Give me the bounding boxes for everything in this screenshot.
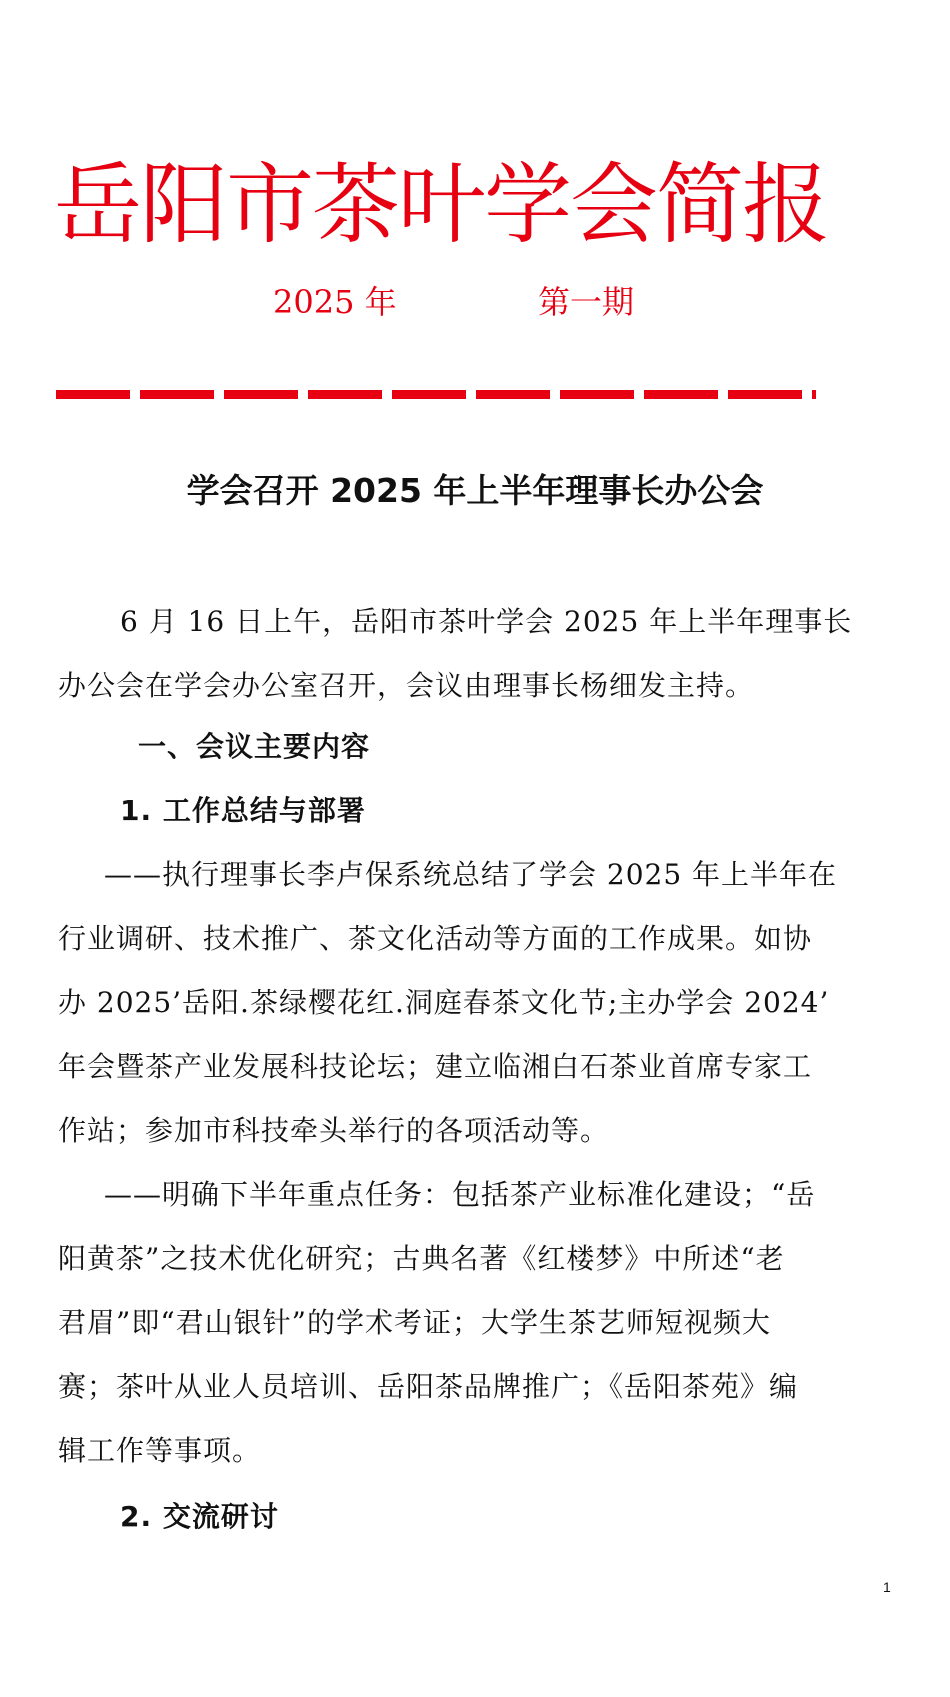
issue-line	[0, 280, 950, 324]
paragraph-line: ——明确下半年重点任务：包括茶产业标准化建设；“岳	[104, 1178, 816, 1211]
paragraph-line: 作站；参加市科技牵头举行的各项活动等。	[58, 1114, 610, 1147]
intro-line-1: 6 月 16 日上午，岳阳市茶叶学会 2025 年上半年理事长	[120, 605, 853, 638]
paragraph-line: 赛；茶叶从业人员培训、岳阳茶品牌推广；《岳阳茶苑》编	[58, 1370, 799, 1403]
item-heading-1: 1. 工作总结与部署	[120, 794, 366, 827]
masthead-title: 岳阳市茶叶学会简报	[54, 153, 829, 256]
paragraph-line: ——执行理事长李卢保系统总结了学会 2025 年上半年在	[104, 858, 838, 891]
paragraph-line: 辑工作等事项。	[58, 1434, 262, 1467]
paragraph-line: 年会暨茶产业发展科技论坛；建立临湘白石茶业首席专家工	[58, 1050, 813, 1083]
section-heading: 一、会议主要内容	[138, 730, 371, 763]
paragraph-line: 阳黄茶”之技术优化研究；古典名著《红楼梦》中所述“老	[58, 1242, 785, 1275]
masthead-divider	[56, 390, 816, 399]
item-heading-2: 2. 交流研讨	[120, 1500, 279, 1533]
paragraph-line: 君眉”即“君山银针”的学术考证；大学生茶艺师短视频大	[58, 1306, 771, 1339]
paragraph-line: 行业调研、技术推广、茶文化活动等方面的工作成果。如协	[58, 922, 813, 955]
issue-number: 第一期	[538, 283, 635, 321]
paragraph-line: 办 2025’岳阳.茶绿樱花红.洞庭春茶文化节;主办学会 2024’	[58, 986, 830, 1019]
article-title: 学会召开 2025 年上半年理事长办公会	[186, 471, 764, 510]
intro-line-2: 办公会在学会办公室召开，会议由理事长杨细发主持。	[58, 669, 755, 702]
page-number: 1	[883, 1579, 891, 1595]
issue-year: 2025 年	[273, 283, 397, 321]
